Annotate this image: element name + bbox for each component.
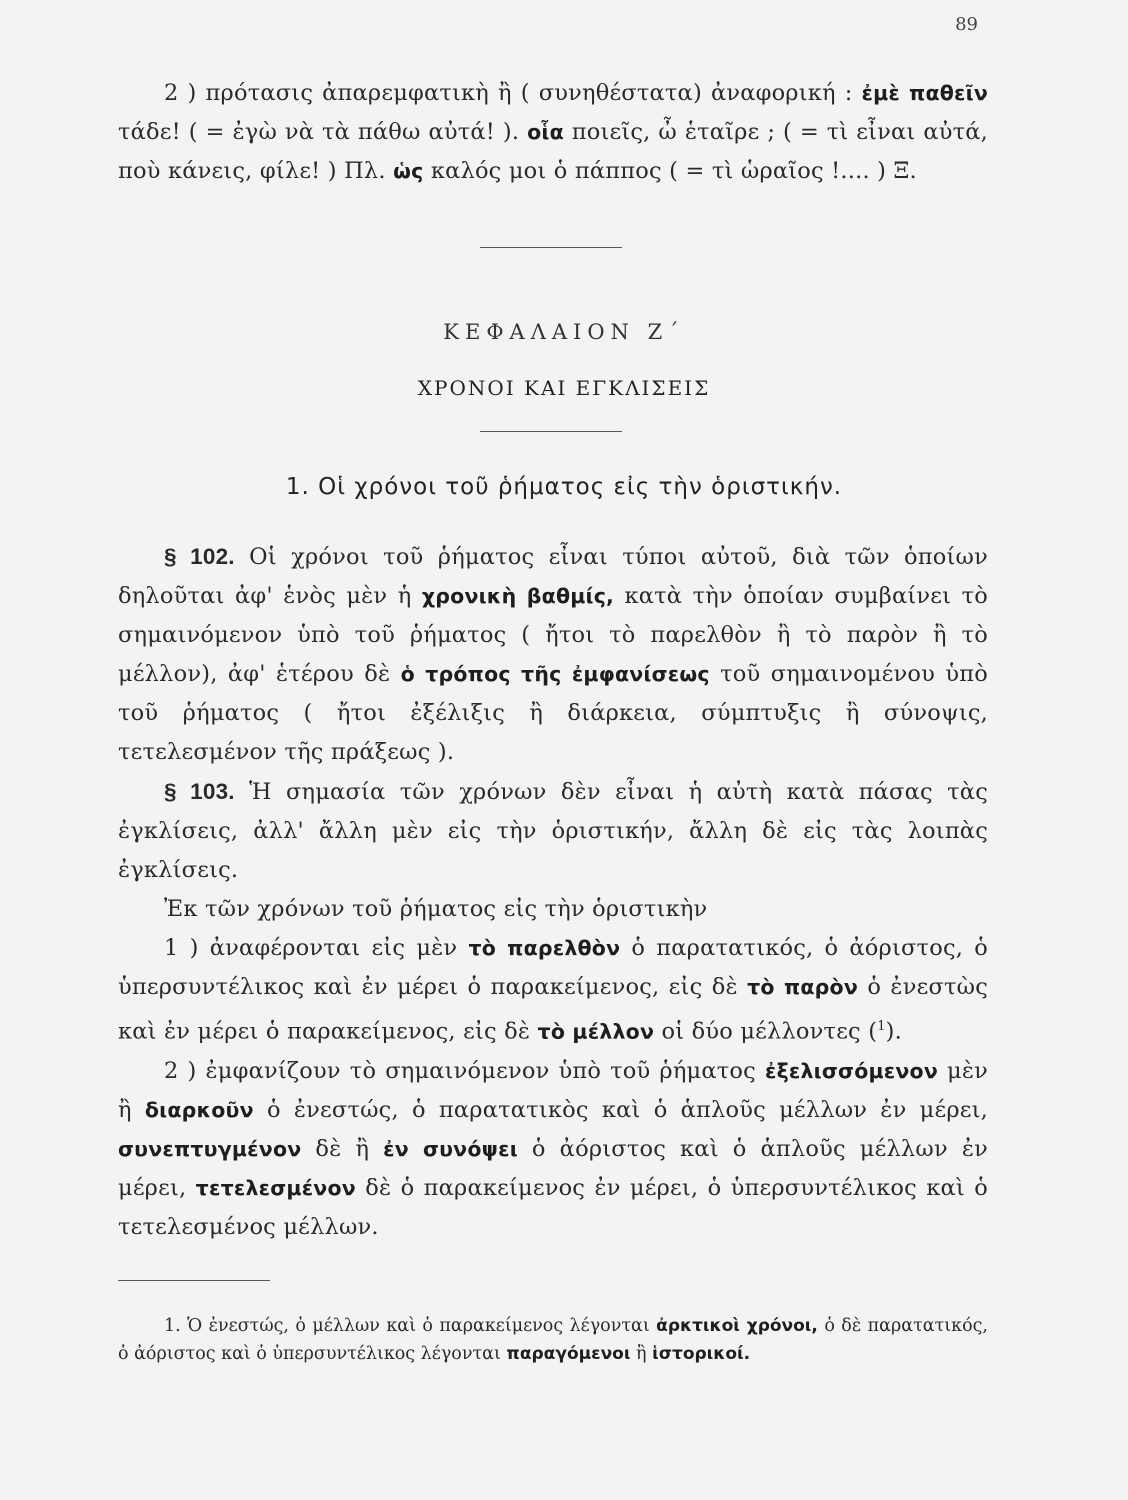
footnote: 1. Ὁ ἐνεστώς, ὁ μέλλων καὶ ὁ παρακείμενος λέγονται ἀρκτικοὶ χρόνοι, ὁ δὲ παρατατικός, ὁ ἀόριστος καὶ ὁ ὑπερσυντέλικος λέγονται παραγόμενοι ἢ ἱστορικοί. bbox=[118, 1316, 988, 1364]
intro-paragraph: 2 ) πρότασις ἀπαρεμφατικὴ ἢ ( συνηθέστατα) ἀναφορική : ἐμὲ παθεῖν τάδε! ( = ἐγὼ νὰ τὰ πάθω αὐτά! ). οἷα ποιεῖς, ὦ ἑταῖρε ; ( = τὶ εἶναι αὐτά, ποὺ κάνεις, φίλε! ) Πλ. ὡς καλός μοι ὁ πάππος ( = τὶ ὡραῖος !.... ) Ξ. bbox=[118, 80, 988, 184]
paragraph-103: § 103. Ἡ σημασία τῶν χρόνων δὲν εἶναι ἡ αὐτὴ κατὰ πάσας τὰς ἐγκλίσεις, ἀλλ' ἄλλη μὲν εἰς τὴν ὁριστικήν, ἄλλη δὲ εἰς τὰς λοιπὰς ἐγκλίσεις. bbox=[118, 779, 988, 883]
list-item-2: 2 ) ἐμφανίζουν τὸ σημαινόμενον ὑπὸ τοῦ ῥήματος ἐξελισσόμενον μὲν ἢ διαρκοῦν ὁ ἐνεστώς, ὁ παρατατικὸς καὶ ὁ ἁπλοῦς μέλλων ἐν μέρει, συνεπτυγμένον δὲ ἢ ἐν συνόψει ὁ ἀόριστος καὶ ὁ ἁπλοῦς μέλλων ἐν μέρει, τετελεσμένον δὲ ὁ παρακείμενος ἐν μέρει, ὁ ὑπερσυντέλικος καὶ ὁ τετελεσμένος μέλλων. bbox=[118, 1057, 988, 1240]
footnote-rule bbox=[118, 1280, 270, 1281]
list-item-1: 1 ) ἀναφέρονται εἰς μὲν τὸ παρελθὸν ὁ παρατατικός, ὁ ἀόριστος, ὁ ὑπερσυντέλικος καὶ ἐν μέρει ὁ παρακείμενος, εἰς δὲ τὸ παρὸν ὁ ἐνεστὼς καὶ ἐν μέρει ὁ παρακείμενος, εἰς δὲ τὸ μέλλον οἱ δύο μέλλοντες ($^1$). bbox=[118, 935, 988, 1045]
divider-top bbox=[480, 247, 622, 248]
section-heading: 1. Οἱ χρόνοι τοῦ ῥήματος εἰς τὴν ὁριστικήν. bbox=[285, 474, 843, 500]
page-number: 89 bbox=[955, 14, 978, 35]
main-text bbox=[118, 537, 988, 1247]
paragraph-102: § 102. Οἱ χρόνοι τοῦ ῥήματος εἶναι τύποι αὐτοῦ, διὰ τῶν ὁποίων δηλοῦται ἀφ' ἑνὸς μὲν ἡ χρονικὴ βαθμίς, κατὰ τὴν ὁποίαν συμβαίνει τὸ σημαινόμενον ὑπὸ τοῦ ῥήματος ( ἤτοι τὸ παρελθὸν ἢ τὸ παρὸν ἢ τὸ μέλλον), ἀφ' ἑτέρου δὲ ὁ τρόπος τῆς ἐμφανίσεως τοῦ σημαινομένου ὑπὸ τοῦ ῥήματος ( ἤτοι ἐξέλιξις ἢ διάρκεια, σύμπτυξις ἢ σύνοψις, τετελεσμένον τῆς πράξεως ). bbox=[118, 544, 988, 765]
divider-bottom bbox=[480, 431, 622, 432]
chapter-title: ΚΕΦΑΛΑΙΟΝ Ζ΄ bbox=[443, 320, 685, 344]
chapter-subtitle: ΧΡΟΝΟΙ ΚΑΙ ΕΓΚΛΙΣΕΙΣ bbox=[417, 376, 711, 400]
paragraph-103-continued: Ἐκ τῶν χρόνων τοῦ ῥήματος εἰς τὴν ὁριστικὴν bbox=[164, 896, 708, 922]
footnote-ref: 1 bbox=[877, 1019, 886, 1034]
